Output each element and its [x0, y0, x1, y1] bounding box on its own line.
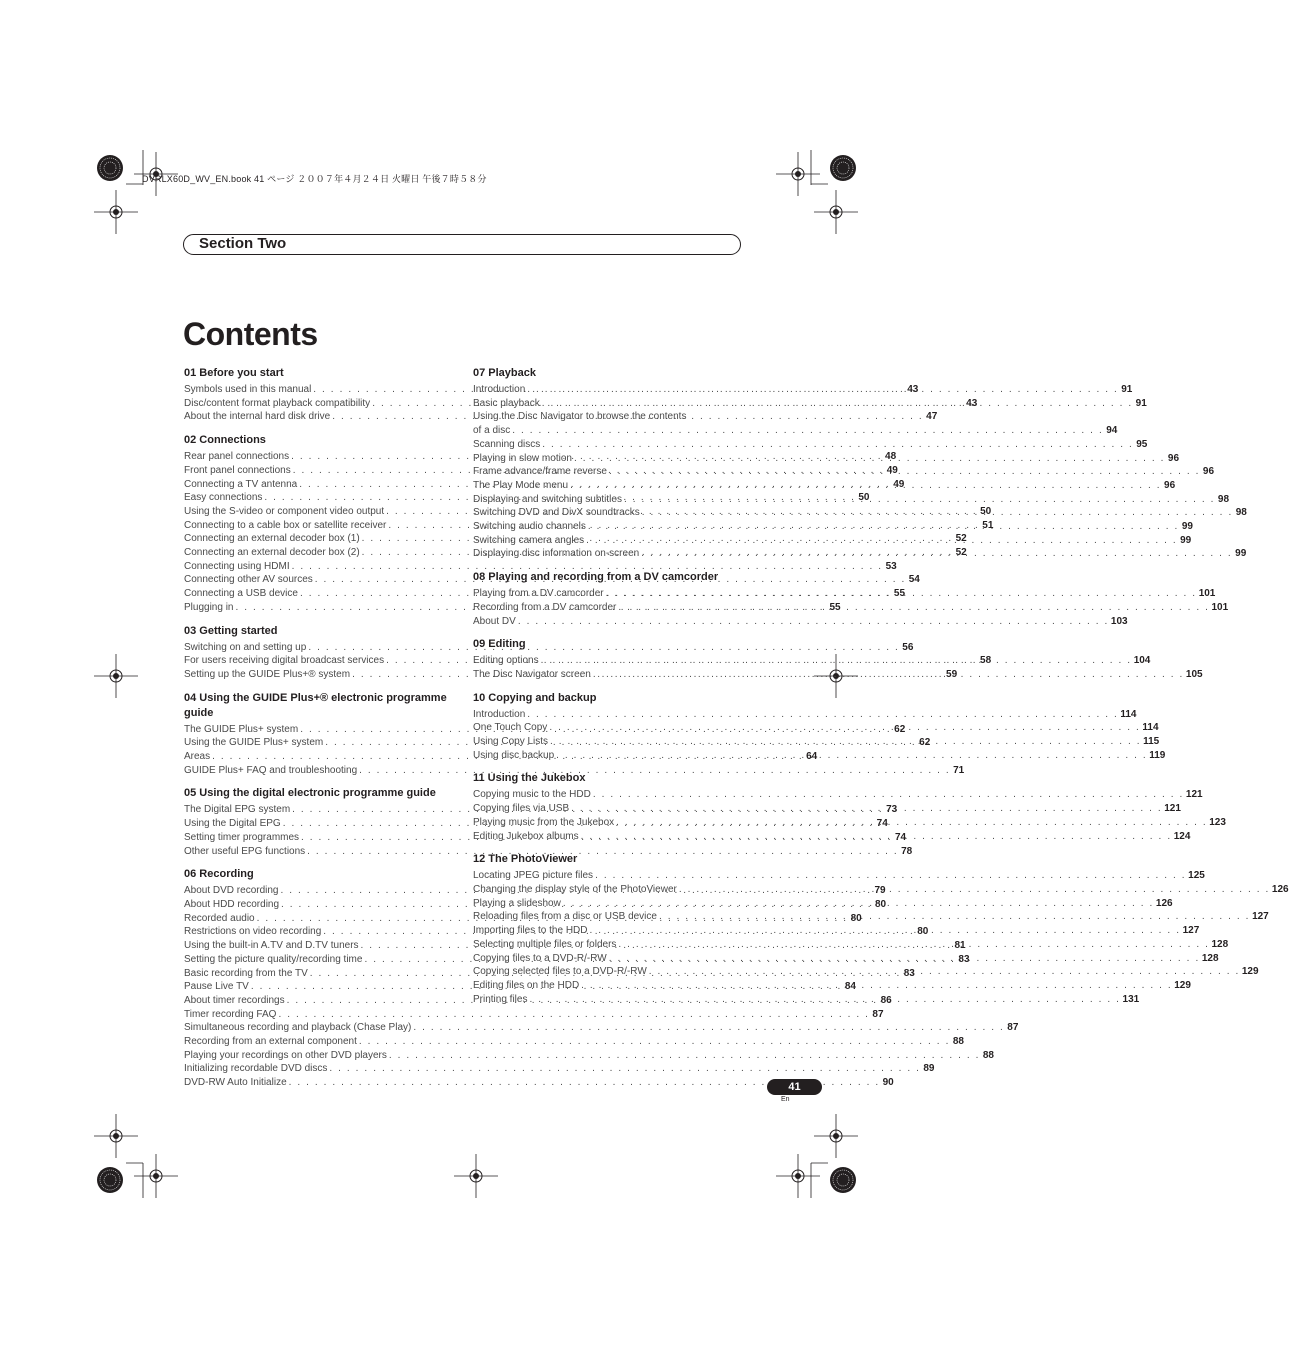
toc-entry-page: 87 [872, 1008, 884, 1020]
toc-entry-text: Using the GUIDE Plus+ system [184, 737, 324, 749]
toc-entry-page: 101 [1211, 601, 1229, 613]
toc-entry-text: DVD-RW Auto Initialize [184, 1077, 287, 1089]
toc-entry-page: 125 [1188, 870, 1205, 882]
dot-leader [588, 520, 1179, 534]
toc-entry-page: 96 [1167, 452, 1180, 464]
toc-entry-text: of a disc [473, 425, 511, 437]
dot-leader [542, 438, 1133, 452]
toc-entry-page: 83 [903, 967, 915, 979]
toc-entry-page: 96 [1202, 466, 1215, 478]
toc-entry [473, 615, 1128, 629]
toc-entry-text: Setting timer programmes [184, 831, 300, 843]
toc-entry-text: Switching on and setting up [184, 641, 307, 653]
toc-entry-page: 74 [895, 831, 907, 843]
toc-entry-text: Setting the picture quality/recording time [184, 953, 363, 965]
toc-entry-page: 50 [858, 492, 870, 504]
toc-entry-page: 114 [1142, 722, 1159, 734]
toc-entry-text: Copying selected files to a DVD-R/-RW [473, 966, 647, 978]
toc-entry [473, 424, 1118, 438]
toc-entry-page: 123 [1209, 816, 1226, 828]
dot-leader [570, 479, 1161, 493]
toc-entry-text: The Disc Navigator screen [473, 668, 591, 680]
dot-leader [618, 601, 1209, 615]
dot-leader [556, 749, 1147, 763]
toc-entry-page: 51 [982, 519, 994, 531]
toc-entry-text: For users receiving digital broadcast services [184, 655, 385, 667]
dot-leader [609, 465, 1200, 479]
toc-entry-text: Using the built-in A.TV and D.TV tuners [184, 940, 359, 952]
toc-entry-text: Disc/content format playback compatibility [184, 397, 371, 409]
toc-entry-text: Changing the display style of the PhotoViewer [473, 883, 677, 895]
toc-entry-text: Switching camera angles [473, 534, 585, 546]
toc-entry-page: 127 [1182, 925, 1200, 937]
toc-entry-page: 88 [982, 1049, 994, 1061]
toc-entry-page: 80 [917, 926, 929, 938]
toc-entry-page: 49 [893, 478, 905, 490]
toc-entry-page: 99 [1235, 548, 1247, 560]
toc-entry [184, 1008, 884, 1022]
toc-section-heading: 12 The PhotoViewer [473, 853, 578, 866]
toc-entry-page: 128 [1201, 952, 1219, 964]
toc-entry-text: Editing files on the HDD [473, 979, 580, 991]
dot-leader [527, 383, 1118, 397]
dot-leader [389, 1049, 980, 1063]
toc-entry-text: Recording from an external component [184, 1036, 357, 1048]
toc-entry-text: Symbols used in this manual [184, 384, 312, 395]
toc-entry-page: 131 [1122, 993, 1140, 1005]
file-info-line: DVRLX60D_WV_EN.book 41 ページ ２００７年４月２４日 火曜日 午後７時５８分 [142, 174, 487, 184]
toc-entry-page: 98 [1235, 507, 1247, 519]
toc-entry-text: Copying files via USB [473, 803, 570, 815]
toc-entry-page: 96 [1164, 479, 1176, 491]
toc-entry-page: 124 [1173, 830, 1191, 842]
toc-entry-page: 128 [1211, 938, 1229, 950]
toc-entry-page: 62 [919, 737, 931, 749]
toc-entry [184, 764, 965, 778]
toc-entry [184, 560, 897, 574]
section-banner [183, 234, 741, 255]
toc-entry-text: Simultaneous recording and playback (Chase Play) [184, 1022, 412, 1034]
toc-entry-page: 91 [1121, 384, 1133, 395]
toc-entry-page: 86 [880, 994, 892, 1006]
dot-leader [581, 830, 1172, 844]
toc-entry-page: 126 [1155, 897, 1173, 909]
toc-entry-page: 89 [923, 1063, 935, 1075]
toc-entry-page: 53 [885, 560, 897, 572]
dot-leader [549, 721, 1140, 735]
toc-entry-text: Displaying and switching subtitles [473, 493, 622, 505]
dot-leader [563, 897, 1154, 911]
toc-entry-text: Timer recording FAQ [184, 1008, 277, 1020]
toc-entry-page: 58 [980, 655, 992, 667]
toc-entry-page: 55 [893, 588, 906, 600]
toc-entry-text: The Play Mode menu [473, 479, 569, 491]
toc-section-heading: 11 Using the Jukebox [473, 772, 586, 785]
dot-leader [616, 816, 1207, 830]
dot-leader [550, 735, 1141, 749]
toc-entry-text: Easy connections [184, 492, 263, 504]
toc-entry-text: Front panel connections [184, 464, 291, 476]
toc-entry-text: Using the Disc Navigator to browse the contents [473, 411, 687, 423]
toc-entry-text: Basic playback [473, 397, 540, 409]
toc-entry-page: 59 [946, 668, 958, 680]
toc-entry-page: 52 [955, 533, 967, 545]
toc-entry-page: 101 [1198, 588, 1216, 600]
toc-entry-text: Connecting an external decoder box (2) [184, 547, 360, 559]
toc-section-heading: 04 Using the GUIDE Plus+® electronic programme guide [184, 691, 447, 719]
toc-entry-page: 55 [829, 601, 841, 613]
dot-leader [571, 802, 1162, 816]
toc-entry-page: 121 [1164, 803, 1181, 815]
dot-leader [527, 708, 1118, 722]
toc-entry-page: 91 [1135, 397, 1147, 409]
dot-leader [606, 587, 1197, 601]
toc-entry-text: Importing files to the HDD [473, 925, 588, 937]
toc-entry-page: 83 [958, 953, 970, 965]
dot-leader [359, 1035, 950, 1049]
toc-entry-page: 84 [844, 981, 856, 993]
toc-section-heading: 06 Recording [184, 868, 254, 881]
toc-entry-page: 54 [908, 574, 920, 586]
toc-entry-text: Playing a slideshow [473, 897, 561, 909]
toc-entry [184, 1035, 964, 1049]
toc-entry-text: Connecting an external decoder box (1) [184, 533, 360, 545]
dot-leader [642, 506, 1233, 520]
dot-leader [278, 1008, 869, 1022]
dot-leader [518, 615, 1109, 629]
dot-leader [329, 1062, 920, 1076]
toc-entry-text: Setting up the GUIDE Plus+® system [184, 668, 351, 680]
toc-entry-text: About DVD recording [184, 885, 279, 897]
toc-entry-page: 74 [876, 818, 888, 830]
toc-entry-text: Editing Jukebox albums [473, 830, 579, 842]
toc-entry-text: Introduction [473, 384, 526, 395]
toc-entry-page: 79 [874, 885, 886, 897]
toc-entry-page: 129 [1174, 979, 1191, 991]
page-language: En [781, 1096, 790, 1103]
toc-entry-text: Plugging in [184, 601, 234, 613]
toc-entry-page: 114 [1120, 708, 1137, 720]
toc-entry-page: 95 [1136, 438, 1148, 450]
toc-entry-page: 43 [907, 384, 919, 395]
toc-entry-page: 94 [1106, 425, 1118, 437]
toc-entry-page: 115 [1143, 736, 1160, 748]
toc-entry-text: Restrictions on video recording [184, 926, 322, 938]
toc-entry-text: One Touch Copy [473, 722, 548, 734]
toc-entry-text: Playing music from the Jukebox [473, 816, 615, 828]
toc-entry-text: Connecting other AV sources [184, 574, 313, 586]
dot-leader [413, 1021, 1004, 1035]
toc-entry-text: Other useful EPG functions [184, 845, 306, 857]
toc-entry-text: Rear panel connections [184, 451, 290, 463]
toc-entry-text: Connecting to a cable box or satellite receiver [184, 519, 387, 531]
toc-entry-page: 105 [1185, 668, 1203, 680]
toc-entry-text: The GUIDE Plus+ system [184, 723, 299, 735]
dot-leader [542, 397, 1133, 411]
toc-entry-page: 80 [875, 898, 887, 910]
toc-entry [184, 1062, 935, 1076]
toc-entry-text: About HDD recording [184, 898, 280, 910]
toc-entry-text: Displaying disc information on-screen [473, 548, 640, 560]
toc-entry-text: Copying music to the HDD [473, 789, 591, 801]
dot-leader [618, 938, 1209, 952]
toc-entry-text: Connecting a USB device [184, 588, 298, 600]
toc-entry-page: 71 [953, 764, 965, 776]
toc-entry-page: 48 [885, 451, 897, 463]
toc-entry-page: 90 [882, 1077, 894, 1089]
page-title: Contents [183, 316, 318, 352]
toc-entry-page: 88 [952, 1036, 964, 1048]
dot-leader [529, 993, 1120, 1007]
toc-entry-text: Locating JPEG picture files [473, 870, 594, 882]
toc-entry-text: Using Copy Lists [473, 736, 549, 748]
toc-entry-page: 104 [1133, 655, 1151, 667]
toc-entry-page: 56 [902, 641, 914, 653]
toc-entry-text: Introduction [473, 708, 526, 720]
toc-entry-text: Switching DVD and DivX soundtracks [473, 507, 640, 519]
toc-section-heading: 09 Editing [473, 638, 526, 651]
toc-entry-text: Basic recording from the TV [184, 967, 308, 979]
toc-entry-text: Switching audio channels [473, 521, 586, 533]
toc-entry-text: About timer recordings [184, 994, 285, 1006]
toc-entry-text: Playing your recordings on other DVD players [184, 1049, 387, 1061]
toc-entry-page: 64 [806, 751, 818, 763]
toc-entry-text: Copying files to a DVD-R/-RW [473, 952, 607, 964]
dot-leader [512, 424, 1103, 438]
toc-entry-page: 127 [1252, 911, 1269, 923]
dot-leader [593, 788, 1184, 802]
toc-entry-text: Selecting multiple files or folders [473, 938, 617, 950]
toc-entry-text: The Digital EPG system [184, 804, 291, 816]
dot-leader [593, 668, 1184, 682]
toc-entry-text: Connecting a TV antenna [184, 478, 298, 490]
toc-entry-text: Using the Digital EPG [184, 818, 281, 830]
toc-entry-text: Using the S-video or component video output [184, 505, 385, 517]
toc-entry-text: Scanning discs [473, 438, 541, 450]
toc-entry-text: Playing in slow motion [473, 452, 572, 464]
toc-entry-page: 62 [894, 723, 906, 735]
toc-entry-page: 47 [926, 411, 938, 423]
toc-entry-text: Areas [184, 751, 211, 763]
dot-leader [541, 654, 1132, 668]
dot-leader [641, 547, 1232, 561]
toc-entry-text: Frame advance/frame reverse [473, 466, 607, 478]
toc-entry-page: 99 [1181, 521, 1193, 533]
toc-entry-text: Printing files [473, 993, 528, 1005]
toc-entry-text: Recorded audio [184, 912, 255, 924]
toc-entry [184, 845, 913, 859]
toc-entry [473, 788, 1203, 802]
toc-section-heading: 02 Connections [184, 434, 266, 447]
toc-section-heading: 08 Playing and recording from a DV camcorder [473, 571, 719, 584]
toc-entry-text: Using disc backup [473, 749, 555, 761]
toc-entry-text: GUIDE Plus+ FAQ and troubleshooting [184, 764, 358, 776]
toc-entry-text: Initializing recordable DVD discs [184, 1063, 328, 1075]
dot-leader [574, 452, 1165, 466]
dot-leader [595, 869, 1186, 883]
dot-leader [679, 883, 1270, 897]
page-number-badge: 41 [767, 1079, 822, 1095]
toc-section-heading: 05 Using the digital electronic programme guide [184, 787, 436, 800]
toc-entry-text: About the internal hard disk drive [184, 411, 331, 423]
dot-leader [609, 952, 1200, 966]
dot-leader [649, 965, 1240, 979]
dot-leader [590, 924, 1181, 938]
toc-entry-page: 87 [1007, 1022, 1019, 1034]
dot-leader [659, 910, 1250, 924]
toc-entry [473, 708, 1137, 722]
toc-section-heading: 01 Before you start [184, 367, 284, 379]
toc-entry-page: 49 [886, 464, 898, 476]
toc-entry [184, 1049, 994, 1063]
toc-entry-page: 103 [1110, 615, 1128, 627]
toc-entry [473, 869, 1205, 883]
section-label: Section Two [199, 235, 287, 252]
toc-entry-page: 121 [1185, 789, 1203, 801]
toc-entry-page: 126 [1271, 883, 1289, 895]
toc-entry [184, 1021, 1019, 1035]
dot-leader [581, 979, 1172, 993]
toc-entry-page: 80 [850, 912, 862, 924]
toc-entry-page: 43 [966, 397, 978, 409]
toc-entry-page: 78 [901, 845, 913, 857]
dot-leader [586, 534, 1177, 548]
toc-entry-page: 50 [980, 505, 992, 517]
toc-entry-text: Editing options [473, 655, 539, 667]
toc-entry-page: 81 [954, 940, 966, 952]
toc-entry [473, 438, 1148, 452]
toc-section-heading: 10 Copying and backup [473, 691, 597, 704]
toc-entry-page: 119 [1149, 749, 1166, 761]
toc-entry-text: Pause Live TV [184, 981, 249, 993]
dot-leader [624, 493, 1215, 507]
toc-entry-page: 99 [1180, 534, 1192, 546]
toc-entry-text: Recording from a DV camcorder [473, 601, 617, 613]
toc-entry-page: 129 [1241, 966, 1259, 978]
toc-section-heading: 07 Playback [473, 367, 536, 379]
toc-entry-text: Connecting using HDMI [184, 560, 290, 572]
toc-entry-page: 73 [886, 804, 898, 816]
toc-entry-page: 98 [1217, 493, 1230, 505]
toc-entry-text: Playing from a DV camcorder [473, 588, 604, 600]
toc-section-heading: 03 Getting started [184, 624, 278, 637]
toc-entry-page: 52 [955, 547, 967, 559]
toc-entry-text: Reloading files from a disc or USB device [473, 911, 657, 923]
toc-entry-text: About DV [473, 615, 516, 627]
